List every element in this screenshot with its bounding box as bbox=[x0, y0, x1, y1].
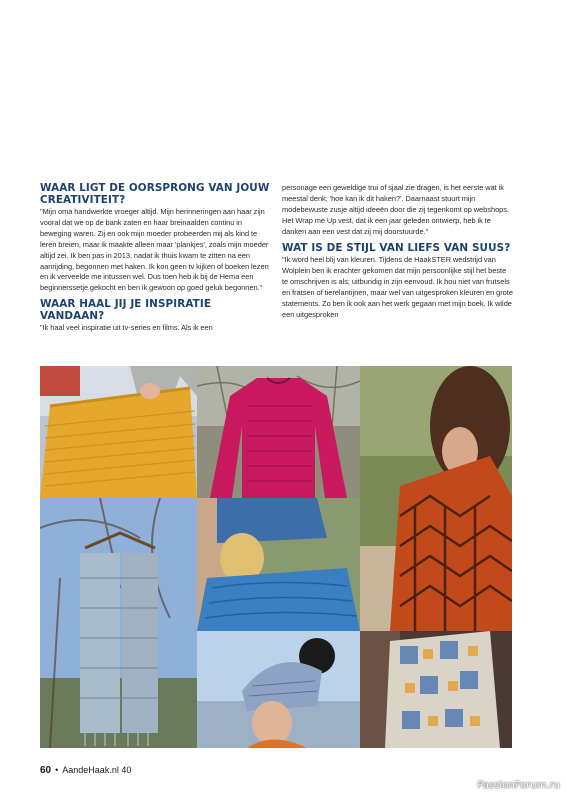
photo-granny-blanket bbox=[360, 631, 512, 748]
paragraph-inspiration-start: "Ik haal veel inspiratie uit tv-series en films. Als ik een bbox=[40, 323, 213, 333]
photo-blue-cowl bbox=[197, 498, 360, 631]
photo-bobble-hat bbox=[197, 631, 360, 748]
section-heading-origin: WAAR LIGT DE OORSPRONG VAN JOUW CREATIVITEIT? bbox=[40, 182, 270, 206]
section-heading-inspiration: WAAR HAAL JIJ JE INSPIRATIE VANDAAN? bbox=[40, 298, 212, 322]
photo-yellow-shawl bbox=[40, 366, 197, 498]
paragraph-inspiration-continued: personage een geweldige trui of sjaal zie dragen, is het eerste wat ik meestal denk; 'hoe kan ik dit haken?'. Daarnaast stuurt mijn modebewuste zusje altijd ideeën door die zij tegenkomt op webshops. Het Wrap me Up vest, dat ik een jaar geleden ontwierp, heb ik te danken aan een vest dat zij mij doorstuurde." bbox=[282, 183, 510, 236]
photo-orange-shawl bbox=[360, 366, 512, 631]
publication-name: AandeHaak.nl 40 bbox=[62, 765, 132, 775]
paragraph-style: "Ik word heel blij van kleuren. Tijdens de HaakSTER wedstrijd van Wolplein ben ik erachter gekomen dat mijn persoonlijke stijl het beste te omschrijven is als; uitbundig in zijn eenvoud. Ik hou niet van frutsels en fratsen of tierelantijnen, maar wel van uitgesproken kleuren en grote statements. Zo ben ik ook aan het werk gegaan met mijn boek. Ik wilde een uitgesproken bbox=[282, 255, 513, 319]
right-text-column bbox=[282, 183, 514, 325]
page-footer bbox=[40, 765, 131, 776]
photo-collage bbox=[40, 366, 512, 748]
watermark: PassionForum.ru bbox=[477, 780, 560, 791]
photo-blue-scarf bbox=[40, 498, 197, 748]
left-text-column bbox=[40, 183, 272, 339]
page-number: 60 bbox=[40, 765, 52, 776]
paragraph-origin: "Mijn oma handwerkte vroeger altijd. Mijn herinneringen aan haar zijn vooral dat we op de bank zaten en haar breinaalden continu in beweging waren. Zij en ook mijn moeder probeerden mij als kind te leren breien, maar ik maakte alleen maar 'plankjes', zoals mijn moeder altijd zei. Ik ben pas in 2013, nadat ik thuis kwam te zitten na een aanrijding, begonnen met haken. Ik kon geen tv kijken of boeken lezen en ik verveelde me intussen wel. Dus toen heb ik bij de Hema een beginnerssetje gekocht en ben ik gewoon op goed geluk begonnen." bbox=[40, 207, 269, 293]
photo-pink-sweater bbox=[197, 366, 360, 498]
section-heading-style: WAT IS DE STIJL VAN LIEFS VAN SUUS? bbox=[282, 241, 511, 254]
footer-bullet: • bbox=[55, 765, 59, 775]
